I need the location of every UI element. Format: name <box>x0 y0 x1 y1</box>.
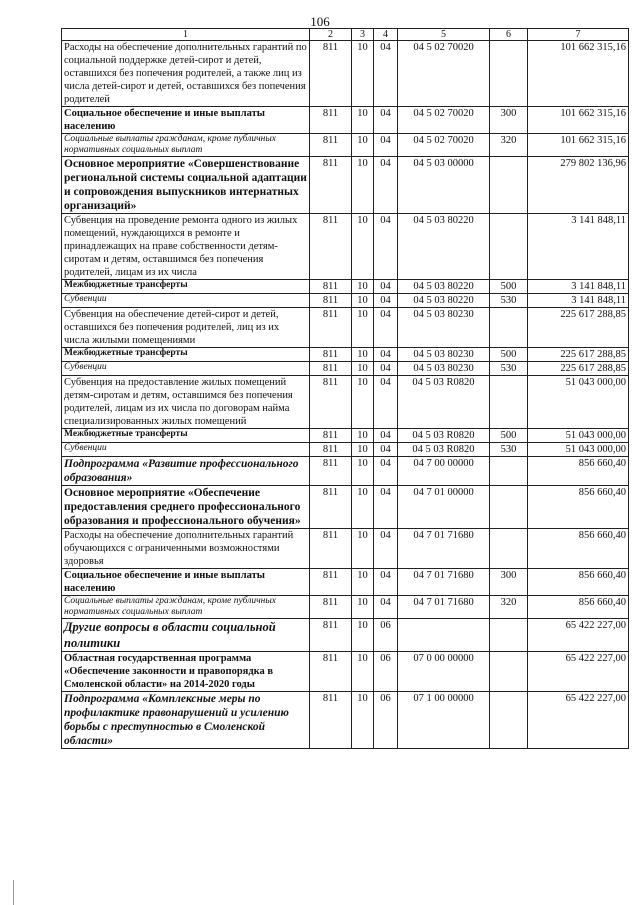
header-cell: 1 <box>62 29 310 41</box>
amount-cell: 101 662 315,16 <box>528 107 629 134</box>
target-article-cell: 04 7 01 00000 <box>398 486 490 529</box>
row-name-cell: Другие вопросы в области социальной политики <box>62 619 310 652</box>
ministry-code-cell: 811 <box>310 652 352 692</box>
ministry-code-cell: 811 <box>310 280 352 294</box>
target-article-cell: 04 5 03 80220 <box>398 214 490 280</box>
amount-cell: 3 141 848,11 <box>528 294 629 308</box>
amount-cell: 856 660,40 <box>528 569 629 596</box>
amount-cell: 101 662 315,16 <box>528 134 629 157</box>
subsection-cell: 04 <box>374 280 398 294</box>
row-name-cell: Социальные выплаты гражданам, кроме публичных нормативных социальных выплат <box>62 134 310 157</box>
expense-type-cell: 500 <box>490 348 528 362</box>
ministry-code-cell: 811 <box>310 134 352 157</box>
table-row <box>62 569 629 596</box>
amount-cell: 856 660,40 <box>528 596 629 619</box>
ministry-code-cell: 811 <box>310 157 352 214</box>
header-cell: 4 <box>374 29 398 41</box>
amount-cell: 856 660,40 <box>528 529 629 569</box>
row-name-cell: Субвенции <box>62 443 310 457</box>
target-article-cell: 04 7 01 71680 <box>398 569 490 596</box>
section-cell: 10 <box>352 157 374 214</box>
amount-cell: 856 660,40 <box>528 457 629 486</box>
ministry-code-cell: 811 <box>310 619 352 652</box>
table-row <box>62 294 629 308</box>
header-cell: 6 <box>490 29 528 41</box>
expense-type-cell <box>490 214 528 280</box>
subsection-cell: 04 <box>374 443 398 457</box>
row-name-cell: Областная государственная программа «Обеспечение законности и правопорядка в Смоленской области» на 2014-2020 годы <box>62 652 310 692</box>
target-article-cell <box>398 619 490 652</box>
amount-cell: 101 662 315,16 <box>528 41 629 107</box>
row-name-cell: Основное мероприятие «Обеспечение предоставления среднего профессионального образования и профессионального обучения» <box>62 486 310 529</box>
ministry-code-cell: 811 <box>310 429 352 443</box>
amount-cell: 225 617 288,85 <box>528 362 629 376</box>
subsection-cell: 06 <box>374 652 398 692</box>
expense-type-cell <box>490 457 528 486</box>
target-article-cell: 04 5 03 80230 <box>398 308 490 348</box>
subsection-cell: 04 <box>374 41 398 107</box>
row-name-cell: Расходы на обеспечение дополнительных гарантий по социальной поддержке детей-сирот и детей, оставшихся без попечения родителей, а также лиц из числа детей-сирот и детей, оставшихся без попечения родителей <box>62 41 310 107</box>
subsection-cell: 06 <box>374 692 398 749</box>
subsection-cell: 04 <box>374 348 398 362</box>
subsection-cell: 04 <box>374 214 398 280</box>
target-article-cell: 04 5 03 80230 <box>398 362 490 376</box>
target-article-cell: 04 5 02 70020 <box>398 41 490 107</box>
subsection-cell: 04 <box>374 596 398 619</box>
subsection-cell: 04 <box>374 308 398 348</box>
row-name-cell: Субвенции <box>62 294 310 308</box>
page-number: 106 <box>310 14 330 29</box>
ministry-code-cell: 811 <box>310 362 352 376</box>
table-row <box>62 486 629 529</box>
amount-cell: 3 141 848,11 <box>528 214 629 280</box>
section-cell: 10 <box>352 41 374 107</box>
expense-type-cell: 320 <box>490 134 528 157</box>
section-cell: 10 <box>352 457 374 486</box>
target-article-cell: 04 5 02 70020 <box>398 134 490 157</box>
target-article-cell: 04 5 03 R0820 <box>398 376 490 429</box>
table-row <box>62 376 629 429</box>
table-row <box>62 41 629 107</box>
ministry-code-cell: 811 <box>310 692 352 749</box>
target-article-cell: 04 5 03 80230 <box>398 348 490 362</box>
section-cell: 10 <box>352 652 374 692</box>
row-name-cell: Социальное обеспечение и иные выплаты населению <box>62 107 310 134</box>
section-cell: 10 <box>352 429 374 443</box>
expense-type-cell: 530 <box>490 443 528 457</box>
amount-cell: 279 802 136,96 <box>528 157 629 214</box>
target-article-cell: 04 5 03 80220 <box>398 280 490 294</box>
expense-type-cell <box>490 376 528 429</box>
target-article-cell: 04 7 01 71680 <box>398 529 490 569</box>
amount-cell: 51 043 000,00 <box>528 376 629 429</box>
section-cell: 10 <box>352 280 374 294</box>
target-article-cell: 04 5 03 R0820 <box>398 429 490 443</box>
ministry-code-cell: 811 <box>310 529 352 569</box>
header-cell: 3 <box>352 29 374 41</box>
target-article-cell: 04 5 03 80220 <box>398 294 490 308</box>
amount-cell: 65 422 227,00 <box>528 692 629 749</box>
amount-cell: 51 043 000,00 <box>528 429 629 443</box>
ministry-code-cell: 811 <box>310 569 352 596</box>
ministry-code-cell: 811 <box>310 376 352 429</box>
ministry-code-cell: 811 <box>310 596 352 619</box>
expense-type-cell: 500 <box>490 429 528 443</box>
row-name-cell: Межбюджетные трансферты <box>62 429 310 443</box>
margin-line <box>13 880 14 905</box>
ministry-code-cell: 811 <box>310 348 352 362</box>
subsection-cell: 04 <box>374 362 398 376</box>
header-cell: 7 <box>528 29 629 41</box>
ministry-code-cell: 811 <box>310 486 352 529</box>
table-row <box>62 308 629 348</box>
expense-type-cell <box>490 486 528 529</box>
table-row <box>62 457 629 486</box>
table-row <box>62 280 629 294</box>
table-row <box>62 596 629 619</box>
ministry-code-cell: 811 <box>310 107 352 134</box>
target-article-cell: 04 5 02 70020 <box>398 107 490 134</box>
row-name-cell: Субвенции <box>62 362 310 376</box>
amount-cell: 51 043 000,00 <box>528 443 629 457</box>
section-cell: 10 <box>352 486 374 529</box>
expense-type-cell <box>490 619 528 652</box>
expense-type-cell: 530 <box>490 294 528 308</box>
section-cell: 10 <box>352 308 374 348</box>
row-name-cell: Социальное обеспечение и иные выплаты населению <box>62 569 310 596</box>
subsection-cell: 04 <box>374 376 398 429</box>
subsection-cell: 04 <box>374 429 398 443</box>
table-header-row <box>62 29 629 41</box>
ministry-code-cell: 811 <box>310 457 352 486</box>
row-name-cell: Основное мероприятие «Совершенствование региональной системы социальной адаптации и сопровождения выпускников интернатных организаций» <box>62 157 310 214</box>
table-row <box>62 362 629 376</box>
row-name-cell: Подпрограмма «Комплексные меры по профилактике правонарушений и усилению борьбы с преступностью в Смоленской области» <box>62 692 310 749</box>
amount-cell: 65 422 227,00 <box>528 619 629 652</box>
subsection-cell: 04 <box>374 486 398 529</box>
amount-cell: 3 141 848,11 <box>528 280 629 294</box>
subsection-cell: 04 <box>374 107 398 134</box>
row-name-cell: Субвенция на проведение ремонта одного из жилых помещений, нуждающихся в ремонте и принадлежащих на праве собственности детям-сиротам и детям, оставшимся без попечения родителей, лицам из их числа <box>62 214 310 280</box>
section-cell: 10 <box>352 214 374 280</box>
section-cell: 10 <box>352 294 374 308</box>
expense-type-cell <box>490 529 528 569</box>
row-name-cell: Субвенция на обеспечение детей-сирот и детей, оставшихся без попечения родителей, лиц из их числа жилыми помещениями <box>62 308 310 348</box>
table-row <box>62 692 629 749</box>
ministry-code-cell: 811 <box>310 308 352 348</box>
budget-table <box>61 28 629 749</box>
target-article-cell: 04 5 03 R0820 <box>398 443 490 457</box>
expense-type-cell: 300 <box>490 107 528 134</box>
ministry-code-cell: 811 <box>310 41 352 107</box>
subsection-cell: 06 <box>374 619 398 652</box>
expense-type-cell <box>490 41 528 107</box>
row-name-cell: Межбюджетные трансферты <box>62 280 310 294</box>
section-cell: 10 <box>352 348 374 362</box>
subsection-cell: 04 <box>374 529 398 569</box>
row-name-cell: Социальные выплаты гражданам, кроме публичных нормативных социальных выплат <box>62 596 310 619</box>
row-name-cell: Субвенция на предоставление жилых помещений детям-сиротам и детям, оставшимся без попечения родителей, лицам из их числа по договорам найма специализированных жилых помещений <box>62 376 310 429</box>
target-article-cell: 04 7 00 00000 <box>398 457 490 486</box>
section-cell: 10 <box>352 692 374 749</box>
subsection-cell: 04 <box>374 157 398 214</box>
expense-type-cell: 320 <box>490 596 528 619</box>
section-cell: 10 <box>352 529 374 569</box>
expense-type-cell <box>490 157 528 214</box>
header-cell: 5 <box>398 29 490 41</box>
table-row <box>62 107 629 134</box>
section-cell: 10 <box>352 569 374 596</box>
expense-type-cell: 300 <box>490 569 528 596</box>
amount-cell: 65 422 227,00 <box>528 652 629 692</box>
subsection-cell: 04 <box>374 294 398 308</box>
table-row <box>62 619 629 652</box>
section-cell: 10 <box>352 376 374 429</box>
expense-type-cell <box>490 308 528 348</box>
table-row <box>62 652 629 692</box>
subsection-cell: 04 <box>374 457 398 486</box>
section-cell: 10 <box>352 443 374 457</box>
expense-type-cell: 500 <box>490 280 528 294</box>
amount-cell: 225 617 288,85 <box>528 348 629 362</box>
expense-type-cell <box>490 652 528 692</box>
row-name-cell: Подпрограмма «Развитие профессионального образования» <box>62 457 310 486</box>
amount-cell: 225 617 288,85 <box>528 308 629 348</box>
section-cell: 10 <box>352 134 374 157</box>
section-cell: 10 <box>352 362 374 376</box>
target-article-cell: 04 7 01 71680 <box>398 596 490 619</box>
row-name-cell: Межбюджетные трансферты <box>62 348 310 362</box>
target-article-cell: 07 0 00 00000 <box>398 652 490 692</box>
table-row <box>62 429 629 443</box>
header-cell: 2 <box>310 29 352 41</box>
table-row <box>62 157 629 214</box>
table-row <box>62 529 629 569</box>
row-name-cell: Расходы на обеспечение дополнительных гарантий обучающихся с ограниченными возможностями здоровья <box>62 529 310 569</box>
table-row <box>62 443 629 457</box>
expense-type-cell <box>490 692 528 749</box>
target-article-cell: 07 1 00 00000 <box>398 692 490 749</box>
subsection-cell: 04 <box>374 569 398 596</box>
ministry-code-cell: 811 <box>310 443 352 457</box>
amount-cell: 856 660,40 <box>528 486 629 529</box>
ministry-code-cell: 811 <box>310 294 352 308</box>
section-cell: 10 <box>352 107 374 134</box>
subsection-cell: 04 <box>374 134 398 157</box>
section-cell: 10 <box>352 596 374 619</box>
expense-type-cell: 530 <box>490 362 528 376</box>
table-row <box>62 348 629 362</box>
target-article-cell: 04 5 03 00000 <box>398 157 490 214</box>
table-row <box>62 134 629 157</box>
table-row <box>62 214 629 280</box>
section-cell: 10 <box>352 619 374 652</box>
ministry-code-cell: 811 <box>310 214 352 280</box>
